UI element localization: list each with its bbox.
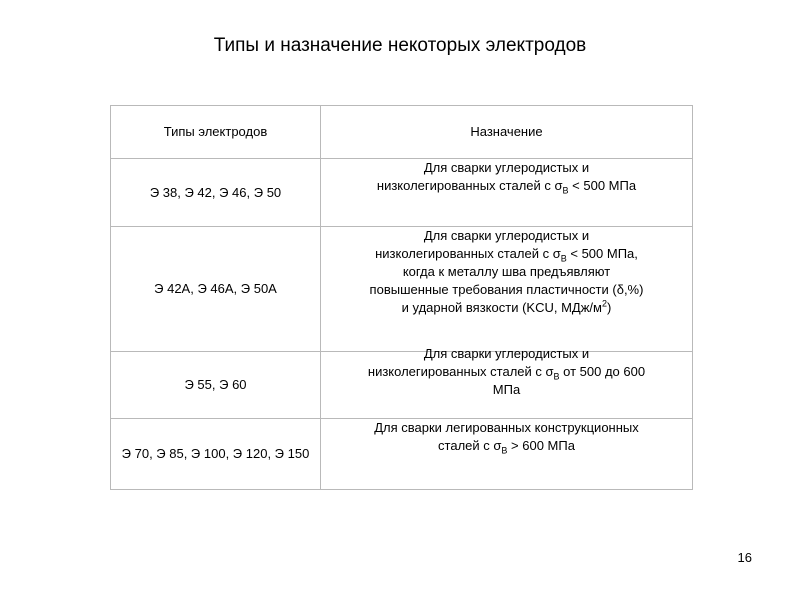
- purpose-cell: [321, 227, 693, 352]
- text-segment: от 500 до 600: [559, 364, 646, 379]
- purpose-text-block: [327, 345, 686, 399]
- text-segment: когда к металлу шва предъявляют: [402, 264, 611, 279]
- purpose-line: [327, 263, 686, 281]
- text-segment: Для сварки легированных конструкционных: [374, 420, 639, 435]
- text-segment: и ударной вязкости (KCU, МДж/м: [401, 300, 602, 315]
- types-cell: Э 70, Э 85, Э 100, Э 120, Э 150: [111, 419, 321, 490]
- purpose-line: [327, 159, 686, 177]
- text-segment: сталей с σ: [438, 438, 502, 453]
- purpose-line: [327, 177, 686, 195]
- header-types: Типы электродов: [111, 106, 321, 159]
- page-number: 16: [737, 550, 752, 565]
- purpose-line: [327, 381, 686, 399]
- types-cell: Э 42А, Э 46А, Э 50А: [111, 227, 321, 352]
- electrode-types-table: [110, 105, 693, 490]
- table-row: [111, 227, 693, 352]
- purpose-line: [327, 245, 686, 263]
- purpose-line: [327, 363, 686, 381]
- types-cell: Э 55, Э 60: [111, 352, 321, 419]
- purpose-cell: [321, 159, 693, 227]
- page-title: Типы и назначение некоторых электродов: [213, 35, 587, 56]
- superscript: 2: [601, 298, 607, 309]
- text-segment: < 500 МПа,: [566, 246, 638, 261]
- subscript: B: [553, 371, 560, 382]
- purpose-line: [327, 345, 686, 363]
- purpose-line: [327, 437, 686, 455]
- text-segment: ): [606, 300, 612, 315]
- purpose-cell: [321, 419, 693, 490]
- table-row: [111, 159, 693, 227]
- subscript: B: [560, 253, 567, 264]
- text-segment: Для сварки углеродистых и: [423, 160, 590, 175]
- table-header-row: [111, 106, 693, 159]
- text-segment: МПа: [492, 382, 521, 397]
- text-segment: низколегированных сталей с σ: [375, 246, 561, 261]
- text-segment: Для сварки углеродистых и: [423, 346, 590, 361]
- table-row: [111, 352, 693, 419]
- purpose-cell: [321, 346, 693, 419]
- table-row: [111, 419, 693, 490]
- text-segment: низколегированных сталей с σ: [367, 364, 554, 379]
- text-segment: повышенные требования пластичности (δ,%): [369, 282, 644, 297]
- types-cell: Э 38, Э 42, Э 46, Э 50: [111, 159, 321, 227]
- subscript: B: [501, 445, 508, 456]
- text-segment: > 600 МПа: [507, 438, 575, 453]
- header-purpose: Назначение: [321, 106, 693, 159]
- text-segment: < 500 МПа: [568, 178, 637, 193]
- text-segment: Для сварки углеродистых и: [423, 228, 590, 243]
- purpose-line: [327, 227, 686, 245]
- purpose-line: [327, 281, 686, 299]
- subscript: B: [562, 185, 569, 196]
- purpose-line: [327, 419, 686, 437]
- purpose-line: [327, 299, 686, 317]
- text-segment: низколегированных сталей с σ: [376, 178, 563, 193]
